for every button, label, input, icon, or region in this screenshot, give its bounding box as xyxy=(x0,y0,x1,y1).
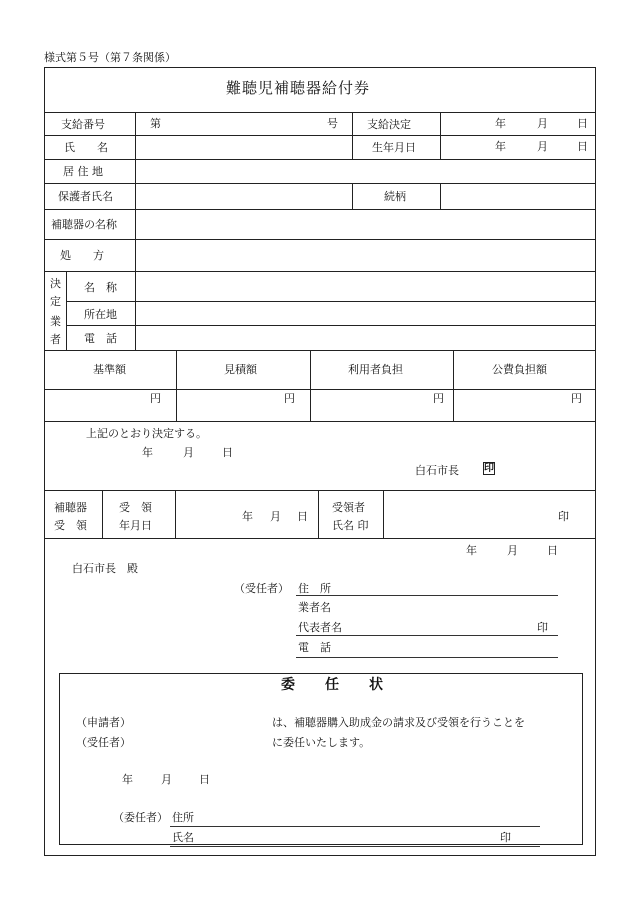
proxy-month-unit: 月 xyxy=(161,773,172,786)
grid-line xyxy=(135,112,136,271)
proxy-day-unit: 日 xyxy=(199,773,210,786)
grid-line xyxy=(44,490,596,491)
base-amount-label: 基準額 xyxy=(93,363,126,376)
received-date-label: 受 領 xyxy=(119,501,152,514)
grid-line xyxy=(44,271,596,272)
decision-day-unit: 日 xyxy=(577,117,588,130)
vendor-group-char: 業 xyxy=(50,315,61,328)
grid-line xyxy=(44,421,596,422)
supply-number-label: 支給番号 xyxy=(61,118,105,131)
decision-year-unit: 年 xyxy=(495,117,506,130)
proxy-address-label: 住所 xyxy=(172,811,194,824)
receipt-year-unit: 年 xyxy=(242,510,253,523)
proxy-name-line xyxy=(170,846,540,847)
decision-stmt-day-unit: 日 xyxy=(222,446,233,459)
grid-line xyxy=(102,490,103,538)
vendor-group-char: 決 xyxy=(50,277,61,290)
claim-year-unit: 年 xyxy=(466,544,477,557)
birth-label: 生年月日 xyxy=(372,141,416,154)
supply-number-suffix: 号 xyxy=(327,117,338,130)
birth-day-unit: 日 xyxy=(577,140,588,153)
prescription-label: 処 方 xyxy=(60,249,104,262)
receipt-day-unit: 日 xyxy=(297,510,308,523)
proxy-delegatee-label: （受任者） xyxy=(76,736,131,749)
vendor-phone-label: 電 話 xyxy=(84,332,117,345)
claim-address-label: 住 所 xyxy=(298,582,331,595)
public-burden-yen-unit: 円 xyxy=(571,392,582,405)
grid-line xyxy=(440,112,441,159)
grid-line xyxy=(44,135,596,136)
supply-number-prefix: 第 xyxy=(150,117,161,130)
decision-stmt-year-unit: 年 xyxy=(142,446,153,459)
claim-delegatee-label: （受任者） xyxy=(234,582,289,595)
received-date-label: 年月日 xyxy=(119,519,152,532)
base-yen-unit: 円 xyxy=(150,392,161,405)
claim-company-label: 業者名 xyxy=(298,601,331,614)
receiver-label: 氏名 印 xyxy=(332,519,369,532)
user-burden-label: 利用者負担 xyxy=(348,363,403,376)
mayor-seal: 印 xyxy=(484,463,494,474)
grid-line xyxy=(44,209,596,210)
grid-line xyxy=(383,490,384,538)
decision-statement: 上記のとおり決定する。 xyxy=(86,427,207,440)
name-label: 氏 名 xyxy=(64,141,108,154)
grid-line xyxy=(318,490,319,538)
claim-addressee: 白石市長 殿 xyxy=(72,562,138,575)
claim-address-line xyxy=(296,595,558,596)
user-burden-yen-unit: 円 xyxy=(433,392,444,405)
claim-phone-line xyxy=(296,657,558,658)
proxy-address-line xyxy=(170,826,540,827)
grid-line xyxy=(66,271,67,350)
receipt-month-unit: 月 xyxy=(270,510,281,523)
proxy-name-label: 氏名 xyxy=(172,831,194,844)
decision-stmt-month-unit: 月 xyxy=(183,446,194,459)
relation-label: 続柄 xyxy=(384,190,406,203)
public-burden-label: 公費負担額 xyxy=(492,363,547,376)
claim-day-unit: 日 xyxy=(547,544,558,557)
voucher-title: 難聴児補聴器給付券 xyxy=(226,79,371,97)
grid-line xyxy=(135,271,136,350)
grid-line xyxy=(44,389,596,390)
form-number: 様式第５号（第７条関係） xyxy=(44,51,176,64)
grid-line xyxy=(176,350,177,421)
claim-rep-label: 代表者名 xyxy=(298,621,342,634)
grid-line xyxy=(352,183,353,209)
grid-line xyxy=(44,538,596,539)
device-receipt-label: 受 領 xyxy=(54,519,87,532)
vendor-name-label: 名 称 xyxy=(84,281,117,294)
decision-label: 支給決定 xyxy=(367,118,411,131)
claim-phone-label: 電 話 xyxy=(298,641,331,654)
vendor-location-label: 所在地 xyxy=(84,308,117,321)
grid-line xyxy=(175,490,176,538)
proxy-year-unit: 年 xyxy=(122,773,133,786)
grid-line xyxy=(66,325,596,326)
claim-rep-line xyxy=(296,635,558,636)
claim-seal-mark: 印 xyxy=(537,621,548,634)
grid-line xyxy=(352,112,353,159)
decision-mayor: 白石市長 xyxy=(415,464,459,477)
decision-month-unit: 月 xyxy=(537,117,548,130)
vendor-group-char: 者 xyxy=(50,333,61,346)
receiver-label: 受領者 xyxy=(332,501,365,514)
birth-year-unit: 年 xyxy=(495,140,506,153)
proxy-seal-mark: 印 xyxy=(500,831,511,844)
device-name-label: 補聴器の名称 xyxy=(51,218,117,231)
grid-line xyxy=(453,350,454,421)
address-label: 居 住 地 xyxy=(63,165,103,178)
guardian-label: 保護者氏名 xyxy=(58,190,113,203)
grid-line xyxy=(44,350,596,351)
grid-line xyxy=(44,239,596,240)
grid-line xyxy=(440,183,441,209)
receiver-seal-mark: 印 xyxy=(558,510,569,523)
birth-month-unit: 月 xyxy=(537,140,548,153)
device-receipt-label: 補聴器 xyxy=(54,501,87,514)
grid-line xyxy=(44,159,596,160)
claim-month-unit: 月 xyxy=(507,544,518,557)
proxy-applicant-label: （申請者） xyxy=(76,716,131,729)
grid-line xyxy=(310,350,311,421)
vendor-group-char: 定 xyxy=(50,295,61,308)
grid-line xyxy=(44,112,596,113)
estimate-yen-unit: 円 xyxy=(284,392,295,405)
grid-line xyxy=(66,301,596,302)
estimate-amount-label: 見積額 xyxy=(224,363,257,376)
proxy-title: 委 任 状 xyxy=(281,677,391,693)
proxy-text-line1: は、補聴器購入助成金の請求及び受領を行うことを xyxy=(272,716,525,729)
proxy-delegator-label: （委任者） xyxy=(113,811,168,824)
proxy-text-line2: に委任いたします。 xyxy=(272,736,371,749)
grid-line xyxy=(44,183,596,184)
